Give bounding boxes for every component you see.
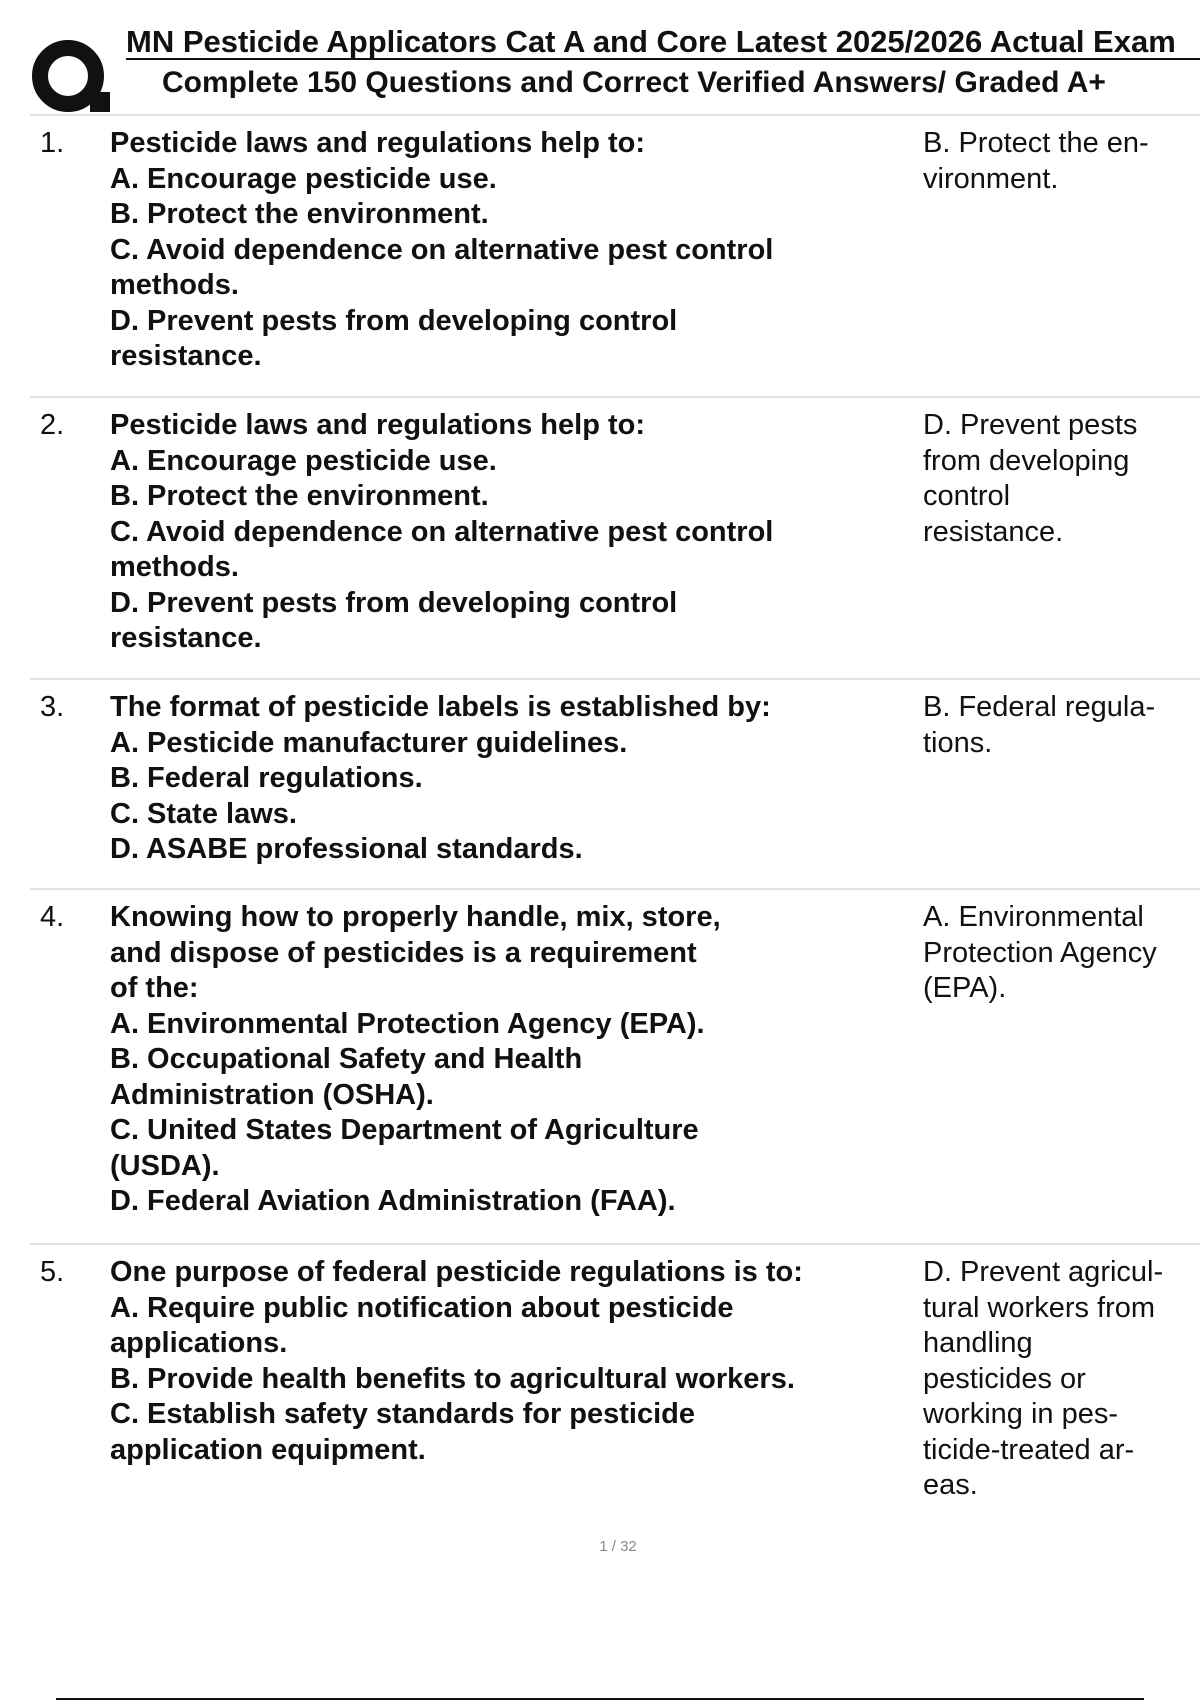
question-line: applications. [110,1327,288,1359]
question-line: Pesticide laws and regulations help to: [110,409,645,441]
answer-text [923,1255,1193,1504]
question-line: A. Environmental Protection Agency (EPA). [110,1007,705,1040]
question-line: D. Prevent pests from developing control [110,586,678,619]
page-number: 1 / 32 [599,1538,637,1555]
question-line: B. Occupational Safety and Health [110,1043,583,1075]
question-line: Administration (OSHA). [110,1078,434,1111]
answer-line: working in pes- [923,1398,1119,1430]
question-line: C. Avoid dependence on alternative pest control [110,515,774,548]
question-text [110,1245,910,1468]
answer-line: tions. [923,726,993,759]
answer-line: (EPA). [923,972,1007,1004]
question-line: of the: [110,972,199,1004]
question-line: C. Establish safety standards for pesticide [110,1398,696,1430]
answer-line: ticide-treated ar- [923,1433,1135,1466]
answer-text [923,408,1193,550]
document-subtitle: Complete 150 Questions and Correct Verified Answers/ Graded A+ [162,66,1106,99]
question-line: C. State laws. [110,797,297,830]
question-line: resistance. [110,622,262,654]
question-row [30,680,1200,890]
question-text [110,680,910,868]
question-line: The format of pesticide labels is established by: [110,691,771,723]
answer-line: B. Federal regula- [923,691,1156,723]
answer-line: tural workers from [923,1291,1156,1324]
question-line: A. Encourage pesticide use. [110,444,497,477]
question-number: 1. [40,127,65,159]
answer-line: eas. [923,1469,978,1501]
question-number: 4. [40,901,65,933]
question-line: One purpose of federal pesticide regulations is to: [110,1256,803,1288]
question-number: 5. [40,1256,65,1288]
question-line: methods. [110,551,239,583]
q-logo-icon [30,38,112,114]
question-line: resistance. [110,340,262,372]
question-line: Knowing how to properly handle, mix, store, [110,901,721,933]
answer-line: Protection Agency [923,936,1157,969]
question-line: Pesticide laws and regulations help to: [110,127,645,159]
answer-line: vironment. [923,162,1059,195]
question-list [30,116,1200,1525]
question-line: (USDA). [110,1149,220,1182]
question-row [30,398,1200,680]
question-line: B. Protect the environment. [110,480,489,512]
question-line: B. Protect the environment. [110,198,489,230]
answer-text [923,126,1193,197]
question-line: A. Require public notification about pesticide [110,1291,734,1324]
question-row [30,116,1200,398]
question-line: and dispose of pesticides is a requirement [110,936,697,969]
document-title: MN Pesticide Applicators Cat A and Core Latest 2025/2026 Actual Exam [126,24,1200,60]
answer-line: B. Protect the en- [923,127,1149,159]
question-line: A. Encourage pesticide use. [110,162,497,195]
answer-text [923,690,1193,761]
question-line: D. Federal Aviation Administration (FAA). [110,1185,676,1217]
answer-line: handling [923,1327,1033,1359]
question-text [110,398,910,657]
answer-line: control [923,480,1011,512]
answer-line: from developing [923,444,1130,477]
question-line: D. ASABE professional standards. [110,833,583,865]
question-text [110,116,910,375]
question-line: B. Provide health benefits to agricultural workers. [110,1362,795,1395]
question-text [110,890,910,1220]
question-line: A. Pesticide manufacturer guidelines. [110,726,628,759]
question-line: C. Avoid dependence on alternative pest control [110,233,774,266]
question-line: C. United States Department of Agriculture [110,1114,699,1146]
answer-text [923,900,1193,1007]
answer-line: pesticides or [923,1362,1086,1395]
question-line: methods. [110,269,239,301]
answer-line: D. Prevent pests [923,409,1138,441]
question-line: B. Federal regulations. [110,762,423,794]
question-number: 2. [40,409,65,441]
question-number: 3. [40,691,65,723]
question-line: application equipment. [110,1433,426,1466]
answer-line: A. Environmental [923,901,1144,933]
question-line: D. Prevent pests from developing control [110,304,678,337]
question-row [30,1245,1200,1525]
answer-line: resistance. [923,515,1064,548]
question-row [30,890,1200,1245]
answer-line: D. Prevent agricul- [923,1256,1164,1288]
